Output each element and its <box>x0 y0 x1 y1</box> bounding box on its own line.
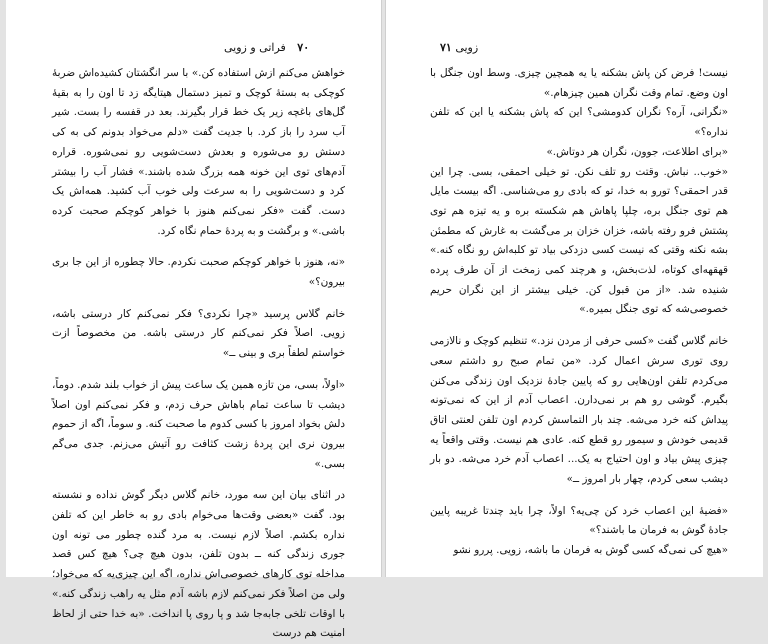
paragraph: «برای اطلاعت، جوون، نگران هر دوتاش.» <box>546 145 728 158</box>
left-page-body <box>52 64 345 644</box>
paragraph: «هیچ کی نمی‌گه کسی گوش به فرمان ما باشه، زویی. پررو نشو <box>453 544 728 557</box>
right-page <box>385 0 763 577</box>
left-page-running-title: فراتی و زویی <box>224 41 286 54</box>
paragraph: «خوب.. نباش. وقتت رو تلف نکن. تو خیلی احمقی، بسی. چرا این قدر احمقی؟ تورو به خدا، تو که بادی رو می‌شناسی. اگه بیست مایل هم توی جنگل بره، چلپا پاهاش هم شکسته بره و یه تیزه هم توی پشتش فرو رفته باشه، خزان خزان بر می‌گشت به غارش که مطمئن بشه نکنه وقتی که نیست کسی دزدکی بیاد تو کلبه‌اش رو نگاه کنه.» قهقهه‌ای کوتاه، لذت‌بخش، و هرچند کمی زمخت از آن طرف پرده شنیده شد. «از من قبول کن. خیلی بیشتر از این نگران حریم خصوصی‌شه که توی جنگل بمیره.» <box>430 165 728 316</box>
right-page-running-title: زویی <box>455 41 479 54</box>
right-page-number: ۷۱ <box>440 41 452 54</box>
paragraph: در اثنای بیان این سه مورد، خانم گلاس دیگر گوش نداده و نشسته بود. گفت «بعضی وقت‌ها می‌خوام بادی رو به خاطر این که تلفن نداره بکشم. اصلاً لازم نیست. به مرد گنده چطور می تونه اون جوری زندگی کنه ــ بدون تلفن، بدون هیچ چی؟ هیچ کس قصد مداخله توی کارهای خصوصی‌اش نداره، اگه این چیزی‌یه که می‌خواد؛ ولی من اصلاً فکر نمی‌کنم لازم باشه آدم مثل یه راهب زندگی کنه.» با اوقات تلخی جابه‌جا شد و پا روی پا انداخت. «به خدا حتی از لحاظ امنیت هم درست <box>52 489 345 640</box>
paragraph: خانم گلاس گفت «کسی حرفی از مردن نزد.» تنظیم کوچک و نالازمی روی توری سرش اعمال کرد. «من تمام صبح رو داشتم سعی می‌کردم تلفن اون‌هایی رو که پایین جادهٔ نزدیک اون زندگی می‌کنن بگیرم. گوشی رو هم بر نمی‌دارن. اعصاب آدم از این که نمی‌تونه پیداش کنه خرد می‌شه. چند بار التماسش کردم اون تلفن لعنتی اتاق قدیمی خودش و سیمور رو قطع کنه. عادی هم نیست. وقتی واقعاً یه چیزی پیش بیاد و اون احتیاج به یک... اعصاب آدم خرد می‌شه. دو بار دیشب سعی کردم، چهار بار امروز ــ» <box>430 335 728 486</box>
paragraph: «فضیهٔ این اعصاب خرد کن چی‌یه؟ اولاً، چرا باید چندتا غریبه پایین جادهٔ گوش به فرمان ما باشند؟» <box>430 504 728 537</box>
paragraph: «نه، هنوز با خواهر کوچکم صحبت نکردم. حالا چطوره از این جا بری بیرون؟» <box>52 256 345 289</box>
paragraph: «اولاً، بسی، من تازه همین یک ساعت پیش از خواب بلند شدم. دوماً، دیشب تا ساعت تمام باهاش حرف زدم، و فکر نمی‌کنم اون اصلاً دلش بخواد امروز با کسی کدوم ما صحبت کنه. و سوماً، اگه از حموم بیرون نری این پردهٔ زشت کثافت رو آتیش می‌زنم. جدی می‌گم بسی.» <box>52 378 345 470</box>
paragraph: خانم گلاس پرسید «چرا نکردی؟ فکر نمی‌کنم کار درستی باشه، زویی. اصلاً فکر نمی‌کنم کار درستی باشه. من مخصوصاً ازت خواستم لطفاً بری و بینی ــ» <box>52 307 345 360</box>
paragraph: «نگرانی، آره؟ نگران کدومشی؟ این که پاش بشکنه یا این که تلفن نداره؟» <box>430 106 728 139</box>
paragraph: نیست! فرض کن پاش بشکنه یا یه همچین چیزی. وسط اون جنگل با اون وضع. تمام وقت نگران همین چیزهام.» <box>430 67 728 99</box>
paragraph: خواهش می‌کنم ازش استفاده کن.» با سر انگشتان کشیده‌اش ضربهٔ کوچکی به بستهٔ کوچک و تمیز دستمال هیتایگه زد تا اون را به بقیهٔ گل‌های باغچه زیر یک خط قرار بگیرند. بعد در قفسه را بست. شیر آب سرد را باز کرد. با جدیت گفت «دلم می‌خواد بدونم کی به کی دستش رو می‌شوره و بعدش دست‌شویی رو نمی‌شوره. قراره آدم‌های توی این خونه همه بزرگ شده باشند.» فشار آب را بیشتر کرد و دست‌شویی را به سرعت ولی خوب آب کشید. همه‌اش یک دست. گفت «فکر نمی‌کنم هنوز با خواهر کوچکم صحبت کرده باشی.» و برگشت و به پردهٔ حمام نگاه کرد. <box>52 67 345 237</box>
left-page-header <box>224 41 309 54</box>
left-page-number: ۷۰ <box>297 41 310 54</box>
right-page-header <box>432 41 478 54</box>
left-page <box>6 0 382 640</box>
right-page-body <box>430 64 728 561</box>
